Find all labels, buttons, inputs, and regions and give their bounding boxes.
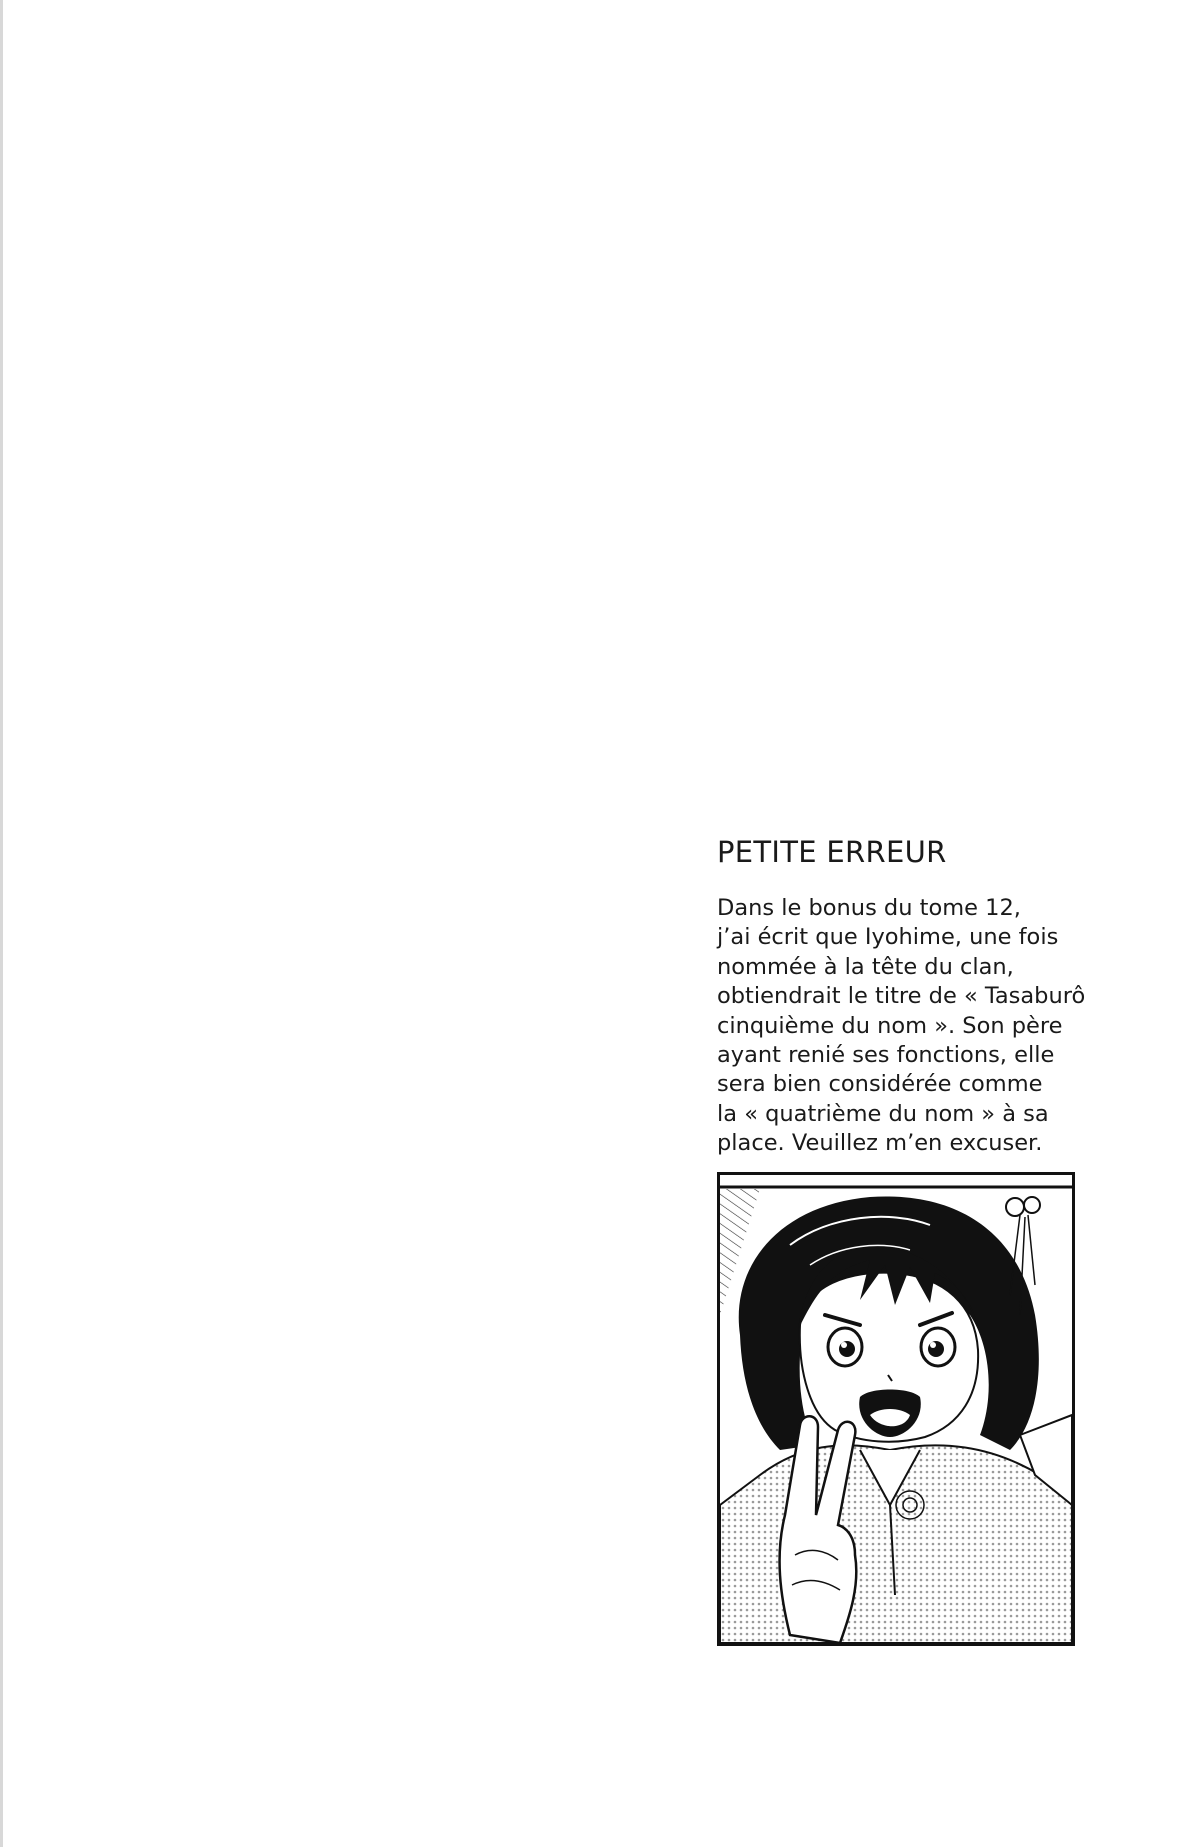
note-line: place. Veuillez m’en excuser. (717, 1130, 1043, 1157)
hand (780, 1416, 857, 1643)
note-line: obtiendrait le titre de « Tasaburô (717, 983, 1086, 1010)
note-line: nommée à la tête du clan, (717, 953, 1014, 980)
erratum-note (717, 832, 1097, 1159)
manga-panel (717, 1172, 1075, 1646)
note-body (717, 894, 1097, 1159)
note-title: PETITE ERREUR (717, 835, 947, 869)
note-line: cinquième du nom ». Son père (717, 1012, 1063, 1039)
pupil-right (928, 1341, 944, 1357)
pupil-left (839, 1341, 855, 1357)
eye-highlight (930, 1342, 936, 1348)
manga-illustration (720, 1175, 1072, 1643)
page-edge (0, 0, 3, 1847)
hair-ornament (1024, 1197, 1040, 1213)
eye-highlight (841, 1342, 847, 1348)
note-line: ayant renié ses fonctions, elle (717, 1042, 1055, 1069)
note-line: j’ai écrit que Iyohime, une fois (717, 924, 1059, 951)
hair-ornament (1006, 1198, 1024, 1216)
note-line: la « quatrième du nom » à sa (717, 1100, 1049, 1127)
note-line: sera bien considérée comme (717, 1071, 1043, 1098)
panel-top-strip (720, 1175, 1072, 1187)
note-line: Dans le bonus du tome 12, (717, 895, 1021, 921)
